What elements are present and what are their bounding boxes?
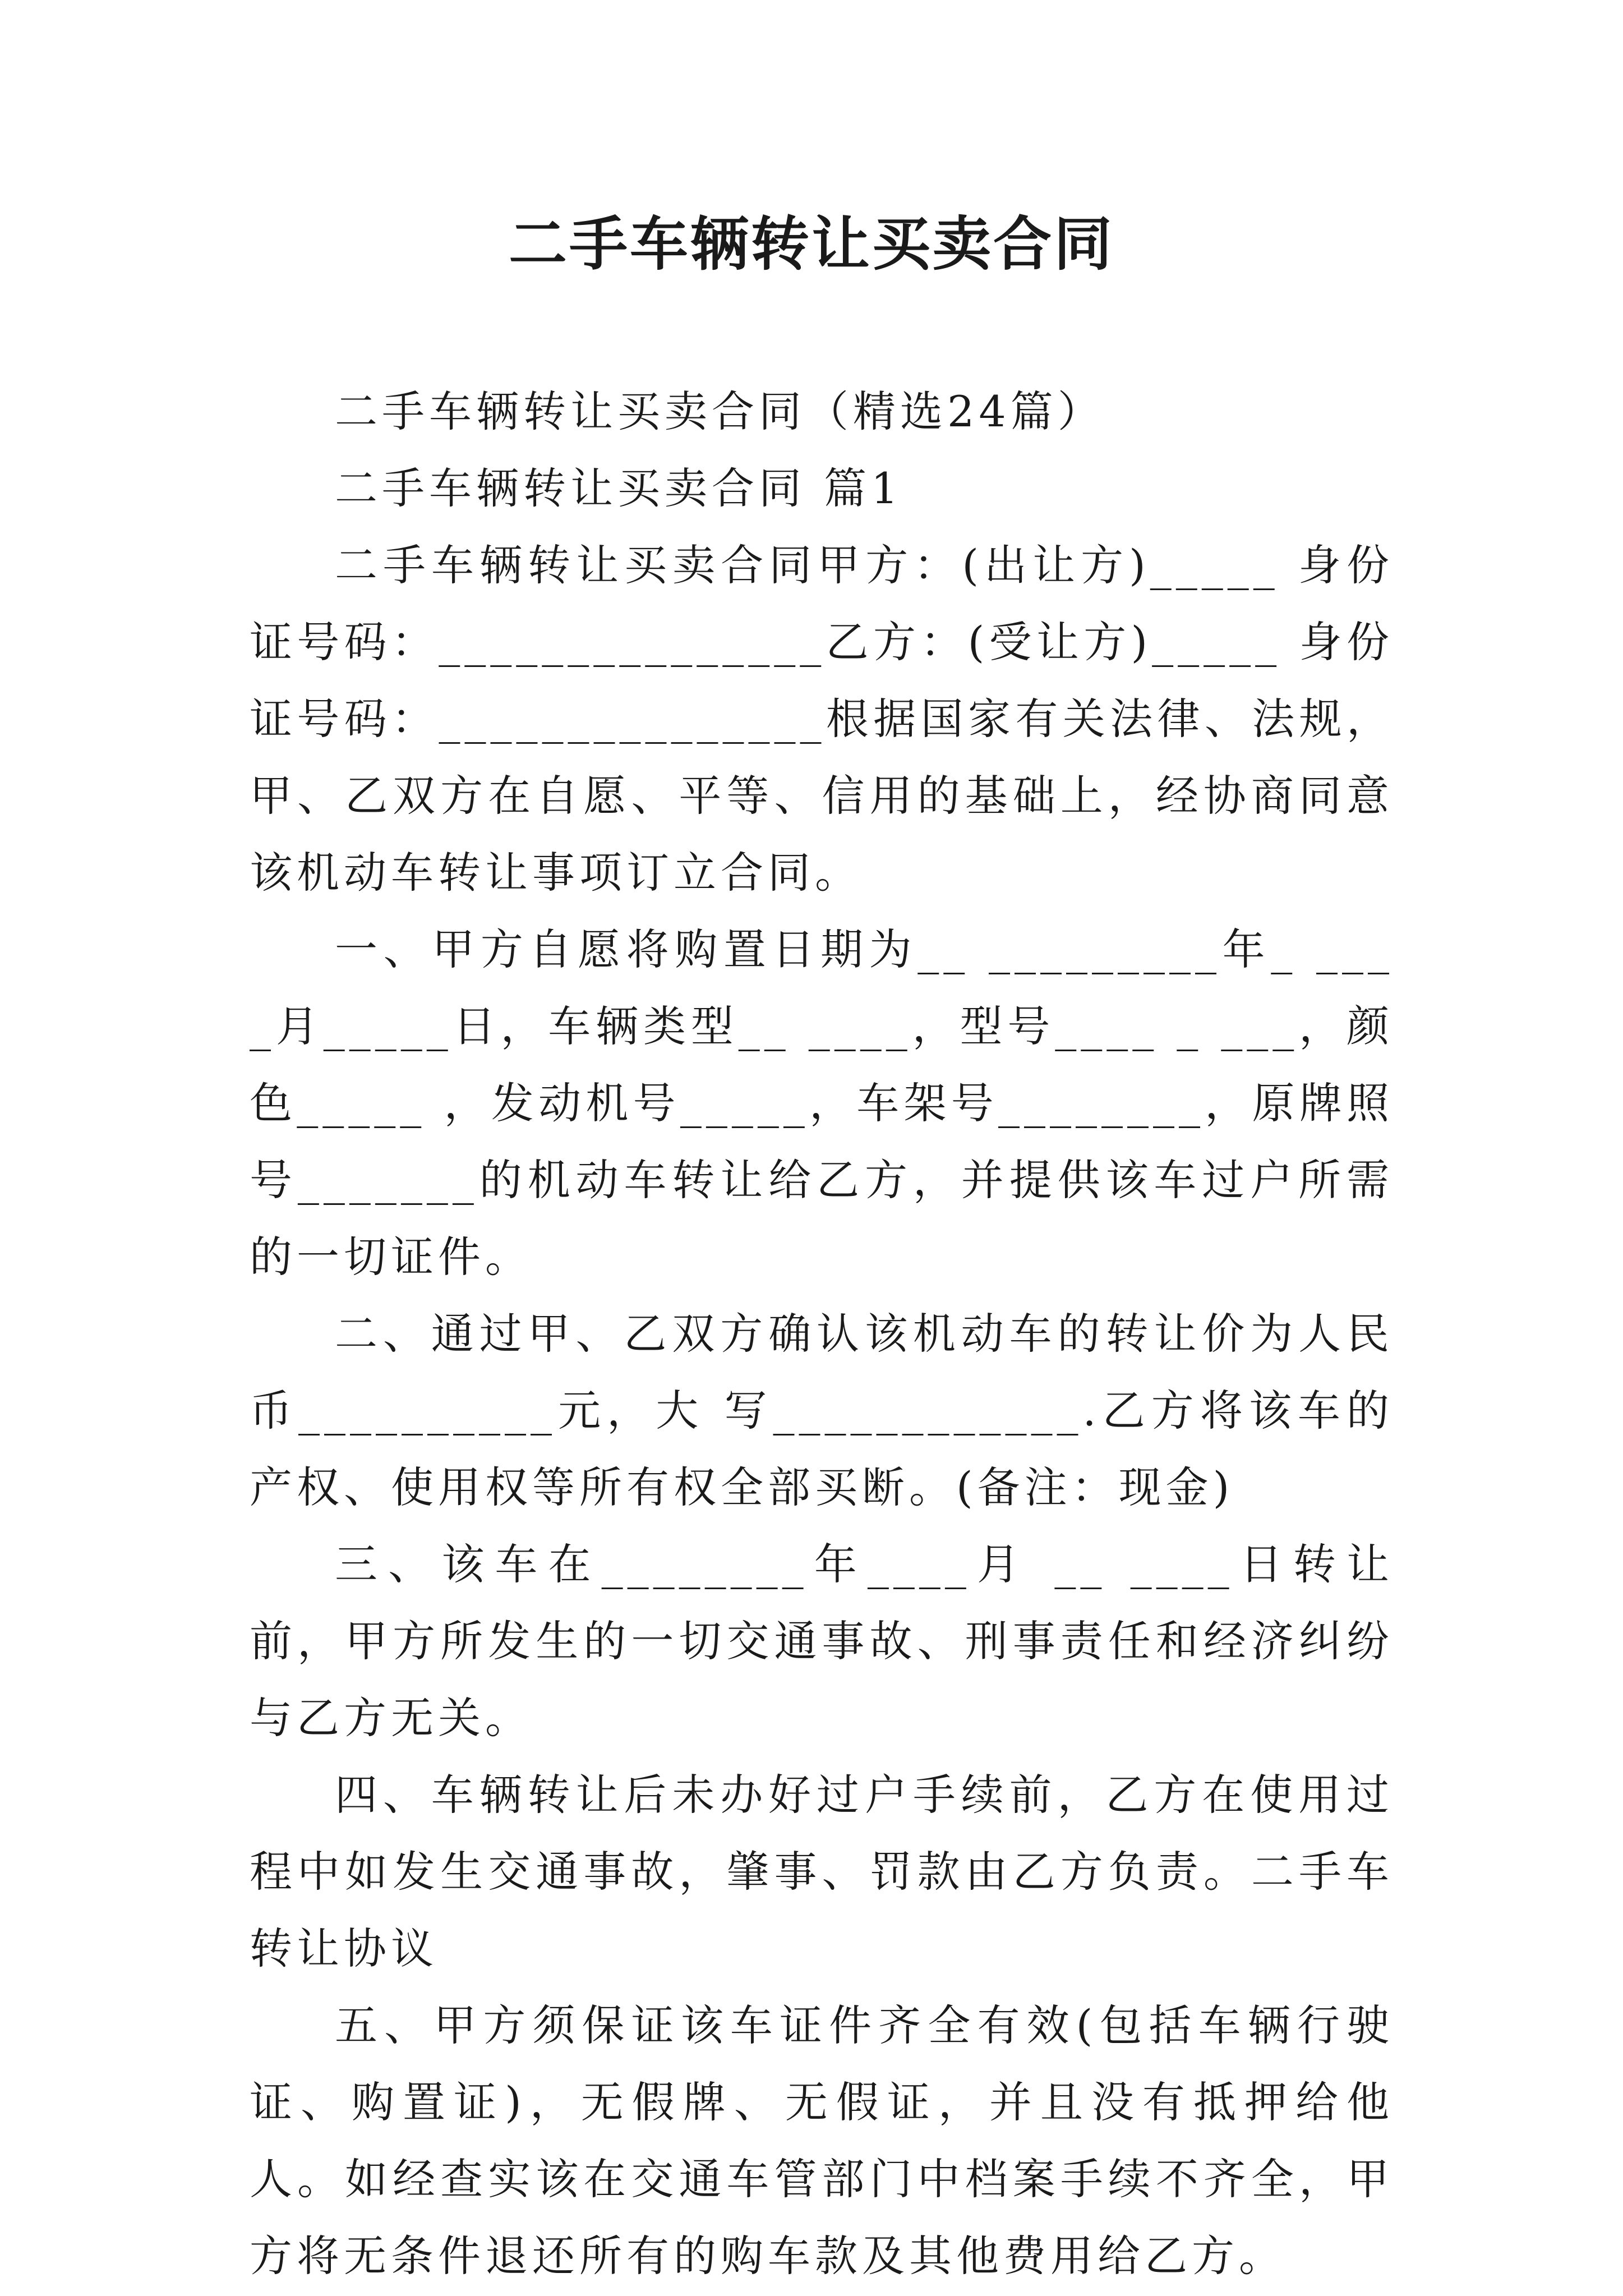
paragraph-clause-1: 一、甲方自愿将购置日期为__ _________年_ ____月_____日，车辆类型__ ____，型号____ _ ___，颜色_____ ，发动机号_____，车架号________，原牌照号_______的机动车转让给乙方，并提供该车过户所需的一切证件。 [250,924,1394,1282]
paragraph-clause-2: 二、通过甲、乙双方确认该机动车的转让价为人民币__________元，大 写____________.乙方将该车的产权、使用权等所有权全部买断。(备注：现金) [250,1309,1394,1512]
paragraph-clause-4: 四、车辆转让后未办好过户手续前，乙方在使用过程中如发生交通事故，肇事、罚款由乙方负责。二手车转让协议 [250,1770,1394,1973]
paragraph-section-heading: 二手车辆转让买卖合同 篇1 [335,463,903,513]
document-title: 二手车辆转让买卖合同 [508,210,1114,278]
document-body [250,373,1394,2294]
paragraph-clause-3: 三、该车在________年____月 __ ____日转让前，甲方所发生的一切交通事故、刑事责任和经济纠纷与乙方无关。 [250,1539,1394,1743]
paragraph-subtitle: 二手车辆转让买卖合同（精选24篇） [335,386,1105,436]
paragraph-parties: 二手车辆转让买卖合同甲方：(出让方)_____ 身份证号码：_______________乙方：(受让方)_____ 身份证号码：_______________根据国家有关法律、法规，甲、乙双方在自愿、平等、信用的基础上，经协商同意该机动车转让事项订立合同。 [250,540,1394,898]
paragraph-clause-5: 五、甲方须保证该车证件齐全有效(包括车辆行驶证、购置证)，无假牌、无假证，并且没有抵押给他人。如经查实该在交通车管部门中档案手续不齐全，甲方将无条件退还所有的购车款及其他费用给乙方。 [250,2000,1394,2281]
